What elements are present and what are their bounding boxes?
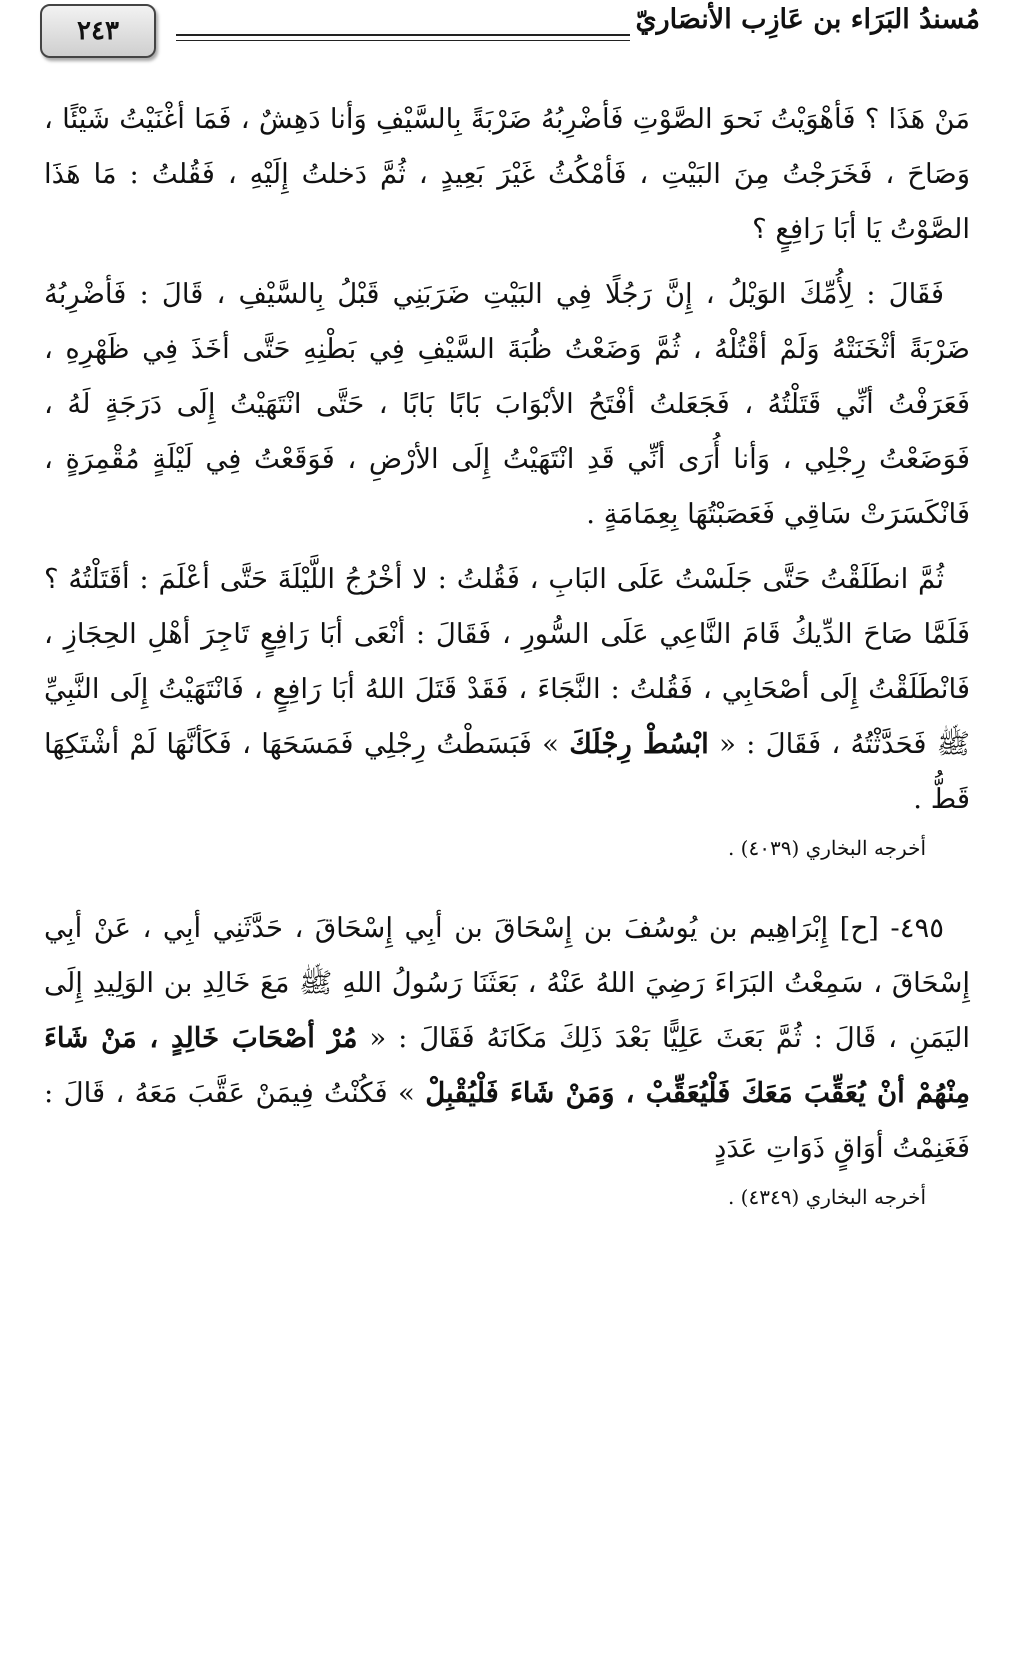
header-rule-thin [176,40,630,41]
source-note-4349: أخرجه البخاري (٤٣٤٩) . [727,1185,926,1209]
page-header [30,0,980,70]
page-body [44,92,970,1212]
hadith-495-quote: مُرْ أصْحَابَ خَالِدٍ ، مَنْ شَاءَ مِنْهُمْ أنْ يُعَقِّبَ مَعَكَ فَلْيُعَقِّبْ ، وَمَنْ شَاءَ فَلْيُقْبِلْ [44,1022,970,1109]
page-number: ٢٤٣ [40,4,156,58]
story-paragraph-3 [44,552,970,827]
story-paragraph-3-end: » فَبَسَطْتُ رِجْلِي فَمَسَحَهَا ، فَكَأنَّهَا لَمْ أشْتَكِهَا قَطُّ . [44,728,970,815]
story-paragraph-3-text: ثُمَّ انطَلَقْتُ حَتَّى جَلَسْتُ عَلَى البَابِ ، فَقُلتُ : لا أخْرُجُ اللَّيْلَةَ حَتَّى أعْلَمَ : أقَتَلْتُهُ ؟ فَلَمَّا صَاحَ الدِّيكُ قَامَ النَّاعِي عَلَى السُّورِ ، فَقَالَ : أنْعَى أبَا رَافِعٍ تَاجِرَ أهْلِ الحِجَازِ ، فَانْطَلَقْتُ إِلَى أصْحَابِي ، فَقُلتُ : النَّجَاءَ ، فَقَدْ قَتَلَ اللهُ أبَا رَافِعٍ ، فَانْتَهَيْتُ إِلَى النَّبِيِّ ﷺ فَحَدَّثْتُهُ ، فَقَالَ : « [44,563,970,760]
hadith-495-end: » فَكُنْتُ فِيمَنْ عَقَّبَ مَعَهُ ، قَالَ : فَغَنِمْتُ أوَاقٍ ذَوَاتِ عَدَدٍ [44,1077,970,1164]
header-rule [176,34,630,36]
section-gap [44,863,970,901]
prophet-quote: ابْسُطْ رِجْلَكَ [569,728,709,760]
hadith-495-paragraph [44,901,970,1176]
story-paragraph-1: مَنْ هَذَا ؟ فَأهْوَيْتُ نَحوَ الصَّوْتِ فَأضْرِبُهُ ضَرْبَةً بِالسَّيْفِ وَأنا دَهِشٌ ، فَمَا أغْنَيْتُ شَيْئًا ، وَصَاحَ ، فَخَرَجْتُ مِنَ البَيْتِ ، فَأمْكُثُ غَيْرَ بَعِيدٍ ، ثُمَّ دَخلتُ إِلَيْهِ ، فَقُلتُ : مَا هَذَا الصَّوْتُ يَا أبَا رَافِعٍ ؟ [44,103,970,245]
hadith-495-text: ٤٩٥- [ح] إِبْرَاهِيم بن يُوسُفَ بن إِسْحَاقَ بن أبِي إِسْحَاقَ ، حَدَّثَنِي أبِي ، عَنْ أبِي إِسْحَاقَ ، سَمِعْتُ البَرَاءَ رَضِيَ اللهُ عَنْهُ ، بَعَثَنَا رَسُولُ اللهِ ﷺ مَعَ خَالِدِ بن الوَلِيدِ إِلَى اليَمَنِ ، قَالَ : ثُمَّ بَعَثَ عَلِيًّا بَعْدَ ذَلِكَ مَكَانَهُ فَقَالَ : « [44,912,970,1054]
running-title: مُسندُ البَرَاء بن عَازِب الأنصَاريّ [635,4,980,35]
story-paragraph-2: فَقَالَ : لِأُمِّكَ الوَيْلُ ، إِنَّ رَجُلًا فِي البَيْتِ ضَرَبَنِي قَبْلُ بِالسَّيْفِ ، قَالَ : فَأضْرِبُهُ ضَرْبَةً أثْخَنَتْهُ وَلَمْ أقْتُلْهُ ، ثُمَّ وَضَعْتُ ظُبَةَ السَّيْفِ فِي بَطْنِهِ حَتَّى أخَذَ فِي ظَهْرِهِ ، فَعَرَفْتُ أنِّي قَتَلْتُهُ ، فَجَعَلتُ أفْتَحُ الأبْوَابَ بَابًا بَابًا ، حَتَّى انْتَهَيْتُ إِلَى دَرَجَةٍ لَهُ ، فَوَضَعْتُ رِجْلِي ، وَأنا أُرَى أنِّي قَدِ انْتَهَيْتُ إِلَى الأرْضِ ، فَوَقَعْتُ فِي لَيْلَةٍ مُقْمِرَةٍ ، فَانْكَسَرَتْ سَاقِي فَعَصَبْتُهَا بِعِمَامَةٍ . [44,278,970,530]
source-note-4039: أخرجه البخاري (٤٠٣٩) . [727,836,926,860]
